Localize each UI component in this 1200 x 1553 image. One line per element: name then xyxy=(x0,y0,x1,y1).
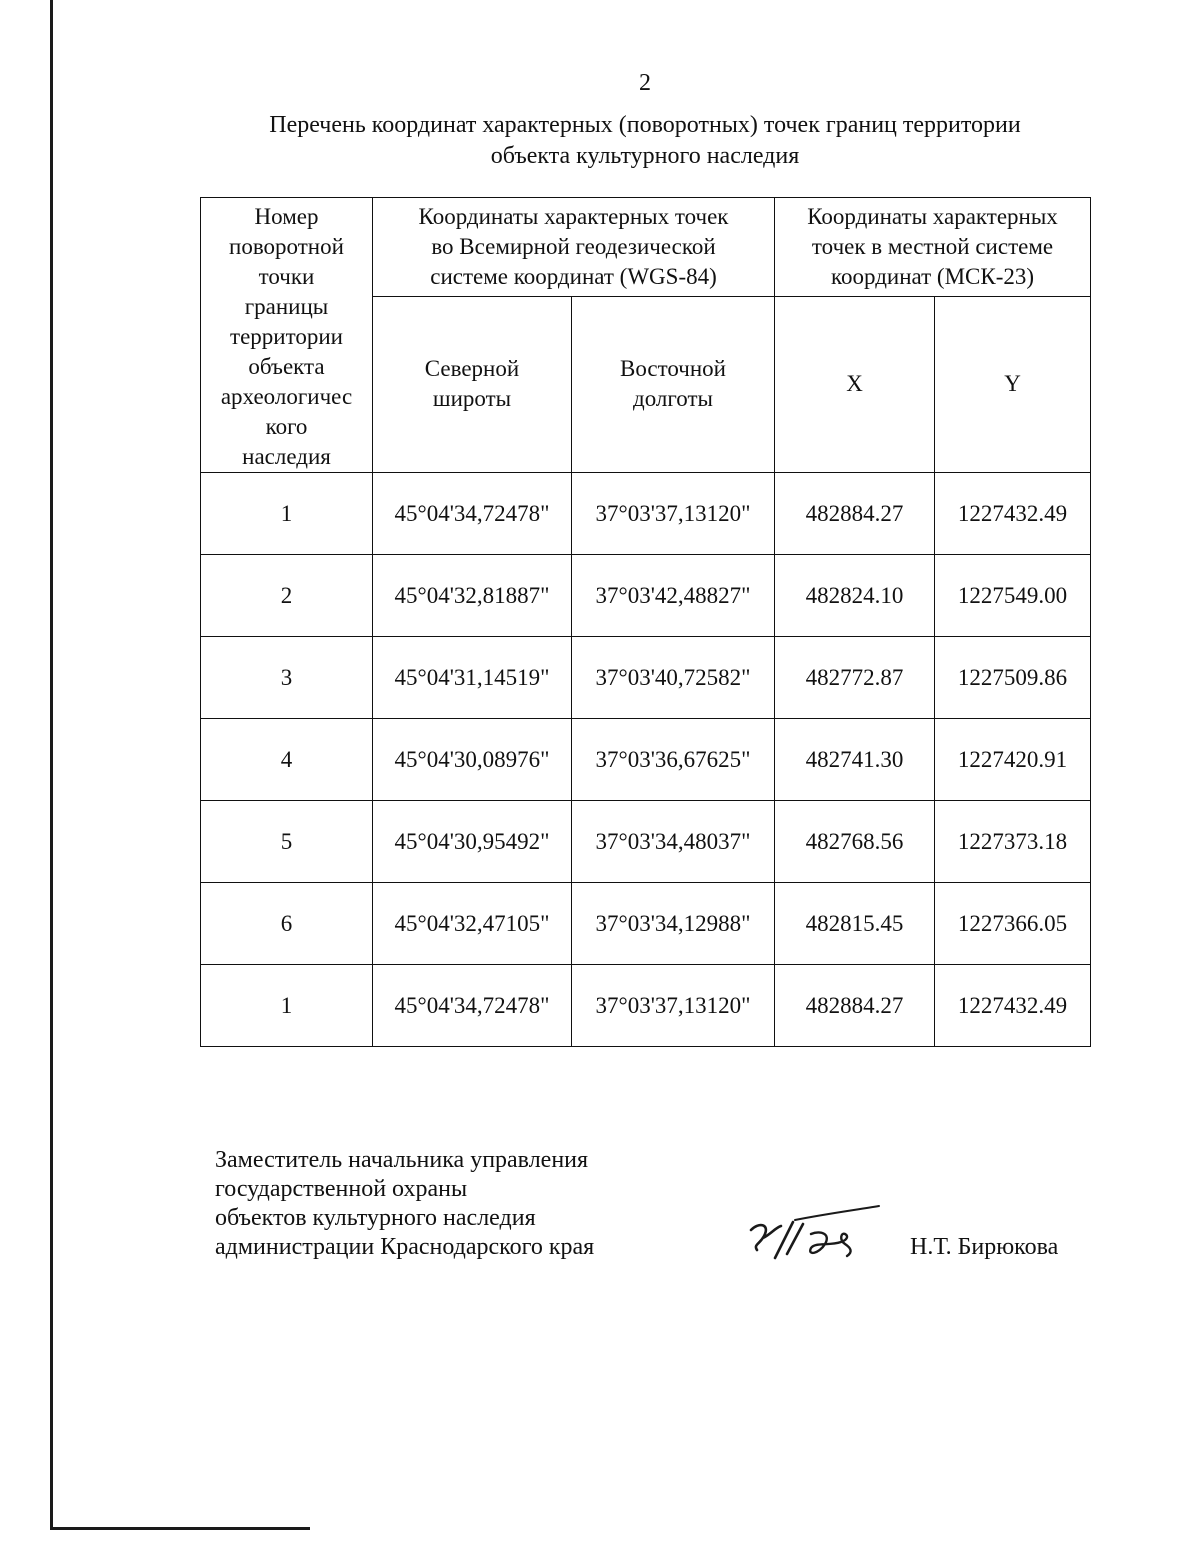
left-margin-rule xyxy=(50,0,53,1530)
handwritten-signature xyxy=(745,1200,885,1270)
bottom-margin-rule xyxy=(50,1527,310,1530)
signatory-position-line: Заместитель начальника управления xyxy=(215,1147,589,1173)
table-row xyxy=(201,719,1091,801)
cell-point-number: 1 xyxy=(201,473,373,555)
cell-y: 1227432.49 xyxy=(935,473,1091,555)
table-row xyxy=(201,473,1091,555)
cell-longitude: 37°03'34,12988" xyxy=(572,883,775,965)
cell-y: 1227509.86 xyxy=(935,637,1091,719)
cell-point-number: 1 xyxy=(201,965,373,1047)
document-title xyxy=(200,110,1090,172)
cell-longitude: 37°03'40,72582" xyxy=(572,637,775,719)
cell-point-number: 3 xyxy=(201,637,373,719)
table-row xyxy=(201,965,1091,1047)
document-title-line-2: объекта культурного наследия xyxy=(490,143,800,169)
cell-latitude: 45°04'34,72478" xyxy=(373,473,572,555)
cell-latitude: 45°04'30,95492" xyxy=(373,801,572,883)
cell-x: 482772.87 xyxy=(775,637,935,719)
cell-y: 1227366.05 xyxy=(935,883,1091,965)
cell-latitude: 45°04'30,08976" xyxy=(373,719,572,801)
coordinates-table xyxy=(200,197,1091,1047)
cell-longitude: 37°03'37,13120" xyxy=(572,473,775,555)
cell-latitude: 45°04'32,47105" xyxy=(373,883,572,965)
cell-latitude: 45°04'31,14519" xyxy=(373,637,572,719)
signatory-position-line: объектов культурного наследия xyxy=(215,1205,536,1231)
header-x: X xyxy=(775,296,935,472)
table-row xyxy=(201,555,1091,637)
signatory-position-line: администрации Краснодарского края xyxy=(215,1234,595,1260)
signatory-position xyxy=(215,1146,594,1262)
cell-x: 482741.30 xyxy=(775,719,935,801)
signatory-position-line: государственной охраны xyxy=(215,1176,468,1202)
cell-longitude: 37°03'34,48037" xyxy=(572,801,775,883)
cell-y: 1227432.49 xyxy=(935,965,1091,1047)
cell-point-number: 4 xyxy=(201,719,373,801)
cell-point-number: 6 xyxy=(201,883,373,965)
cell-point-number: 5 xyxy=(201,801,373,883)
cell-longitude: 37°03'37,13120" xyxy=(572,965,775,1047)
cell-y: 1227549.00 xyxy=(935,555,1091,637)
cell-y: 1227373.18 xyxy=(935,801,1091,883)
document-title-line-1: Перечень координат характерных (поворотных) точек границ территории xyxy=(269,112,1021,138)
cell-latitude: 45°04'32,81887" xyxy=(373,555,572,637)
header-point-number: Номер поворотной точки границы территории объекта археологичес кого наследия xyxy=(201,198,373,473)
cell-x: 482884.27 xyxy=(775,965,935,1047)
cell-y: 1227420.91 xyxy=(935,719,1091,801)
cell-longitude: 37°03'36,67625" xyxy=(572,719,775,801)
header-east-longitude: Восточной долготы xyxy=(572,296,775,472)
table-row xyxy=(201,801,1091,883)
table-row xyxy=(201,637,1091,719)
header-y: Y xyxy=(935,296,1091,472)
header-north-latitude: Северной широты xyxy=(373,296,572,472)
header-wgs84: Координаты характерных точек во Всемирной геодезической системе координат (WGS-84) xyxy=(373,198,775,297)
cell-latitude: 45°04'34,72478" xyxy=(373,965,572,1047)
cell-point-number: 2 xyxy=(201,555,373,637)
cell-x: 482768.56 xyxy=(775,801,935,883)
cell-x: 482884.27 xyxy=(775,473,935,555)
page-number: 2 xyxy=(639,70,651,96)
header-msk23: Координаты характерных точек в местной системе координат (МСК-23) xyxy=(775,198,1091,297)
table-row xyxy=(201,883,1091,965)
signatory-name: Н.Т. Бирюкова xyxy=(910,1234,1059,1260)
cell-x: 482824.10 xyxy=(775,555,935,637)
cell-x: 482815.45 xyxy=(775,883,935,965)
cell-longitude: 37°03'42,48827" xyxy=(572,555,775,637)
